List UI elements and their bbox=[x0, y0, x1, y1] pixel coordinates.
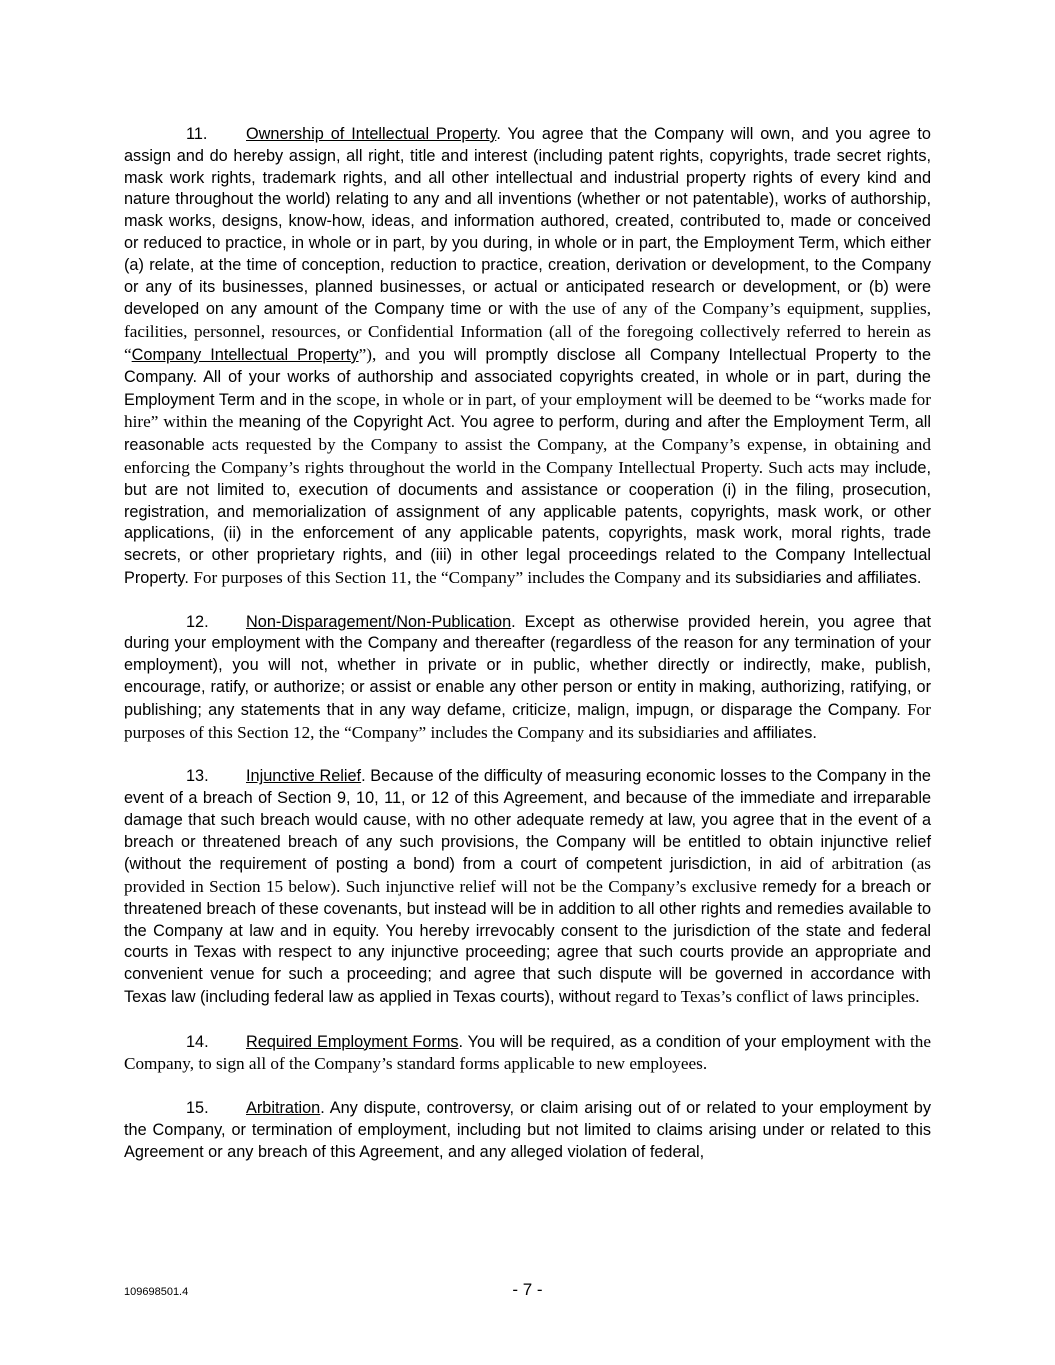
section-text: . Any dispute, controversy, or claim arising out of or related to your employment by the Company, or termination of employment, including but not limited to claims arising under or related to this Agreement or any breach of this Agreement, and any alleged violation of federal, bbox=[124, 1099, 931, 1161]
section-text: you will promptly disclose all Company Intellectual Property to the Company. All of your works of authorship and associated copyrights created, in whole or in part, during the Employment Term and in the bbox=[124, 345, 931, 409]
section-text: regard to Texas’s conflict of laws principles. bbox=[615, 987, 920, 1007]
section-text: . Except as otherwise provided herein, you agree that during your employment with the Company and thereafter (regardless of the reason for any termination of your employment), you will not, whether in private or in public, whether directly or indirectly, make, publish, encourage, ratify, or authorize; or assist or enable any other person or entity in making, authorizing, ratifying, or publishing; any statements that in any way defame, criticize, malign, impugn, or disparage the Company. bbox=[124, 612, 931, 719]
section-text: For purposes of this Section 11, the “Company” includes the Company and its bbox=[193, 567, 731, 587]
section-text: remedy for a breach or threatened breach of these covenants, but instead will be in addition to all other rights and remedies available to the Company at law and in equity. You hereby irrevocably consent to the jurisdiction of the state and federal courts in Texas with respect to any injunctive proceeding; agree that such courts provide an appropriate and convenient venue for such a proceeding; and agree that such dispute will be governed in accordance with Texas law (including federal law as applied in Texas courts), without bbox=[124, 878, 931, 1007]
section-11 bbox=[124, 124, 931, 590]
section-text: include, but are not limited to, execution of documents and assistance or cooperation (i) in the filing, prosecution, registration, and memorialization of assignment of any applicable patents, copyrights, mask work, or other applications, (ii) in the enforcement of any applicable patents, copyrights, mask work, moral rights, trade secrets, or other proprietary rights, and (iii) in other legal proceedings related to the Company Intellectual Property. bbox=[124, 458, 931, 587]
section-heading: Ownership of Intellectual Property bbox=[246, 125, 497, 143]
section-heading: Non-Disparagement/Non-Publication bbox=[246, 612, 512, 631]
section-text: ”), and bbox=[358, 344, 410, 364]
document-id: 109698501.4 bbox=[124, 1286, 189, 1298]
section-number: 11. bbox=[186, 125, 208, 143]
section-number: 12. bbox=[186, 612, 209, 631]
section-number: 13. bbox=[186, 767, 209, 786]
section-text: of arbitration (as provided in Section 15 below). Such injunctive relief will not be the Company’s exclusive bbox=[124, 854, 931, 897]
section-text: the use of any of the Company’s equipment, supplies, facilities, personnel, resources, or Confidential Information (all of the foregoing collectively referred to herein as “ bbox=[124, 299, 932, 364]
section-heading: Required Employment Forms bbox=[246, 1032, 459, 1051]
section-12 bbox=[124, 612, 931, 745]
section-heading: Injunctive Relief bbox=[246, 767, 362, 786]
section-number: 14. bbox=[186, 1032, 209, 1051]
section-number: 15. bbox=[186, 1099, 209, 1118]
section-text: with the Company, to sign all of the Company’s standard forms applicable to new employees. bbox=[124, 1031, 931, 1074]
section-13 bbox=[124, 766, 931, 1009]
document-body bbox=[124, 124, 931, 1185]
section-text: . You will be required, as a condition of your employment bbox=[458, 1032, 875, 1051]
section-text: . You agree that the Company will own, and you agree to assign and do hereby assign, all right, title and interest (including patent rights, copyrights, trade secret rights, mask work rights, trademark rights, and all other intellectual and industrial property rights of every kind and nature throughout the world) relating to any and all inventions (whether or not patentable), works of authorship, mask works, designs, know-how, ideas, and information authored, created, contributed to, made or conceived or reduced to practice, in whole or in part, by you during, in whole or in part, the Employment Term, which either (a) relate, at the time of conception, reduction to practice, creation, derivation or development, to the Company or any of its businesses, planned businesses, or actual or anticipated research or development, or (b) were developed on any amount of the Company time or with bbox=[124, 125, 931, 319]
section-text: acts requested by the Company to assist the Company, at the Company’s expense, in obtaining and enforcing the Company’s rights throughout the world in the Company Intellectual Property. Such acts may bbox=[124, 435, 931, 477]
section-text: subsidiaries and affiliates. bbox=[730, 568, 922, 587]
section-15 bbox=[124, 1098, 931, 1163]
section-heading: Arbitration bbox=[246, 1099, 321, 1118]
section-text: affiliates. bbox=[748, 723, 817, 742]
section-text: meaning of the Copyright Act. You agree to perform, during and after the Employment Term, all reasonable bbox=[124, 413, 931, 455]
page-number: - 7 - bbox=[512, 1280, 543, 1299]
section-text: For purposes of this Section 12, the “Company” includes the Company and its subsidiaries and bbox=[124, 699, 931, 742]
section-text: scope, in whole or in part, of your employment will be deemed to be “works made for hire” within the bbox=[124, 389, 931, 432]
section-text: . Because of the difficulty of measuring economic losses to the Company in the event of a breach of Section 9, 10, 11, or 12 of this Agreement, and because of the immediate and irreparable damage that such breach would cause, with no other adequate remedy at law, you agree that in the event of a breach or threatened breach of any such provisions, the Company will be entitled to obtain injunctive relief (without the requirement of posting a bond) from a court of competent jurisdiction, in aid bbox=[124, 767, 931, 874]
defined-term: Company Intellectual Property bbox=[131, 345, 359, 364]
section-14 bbox=[124, 1031, 931, 1077]
